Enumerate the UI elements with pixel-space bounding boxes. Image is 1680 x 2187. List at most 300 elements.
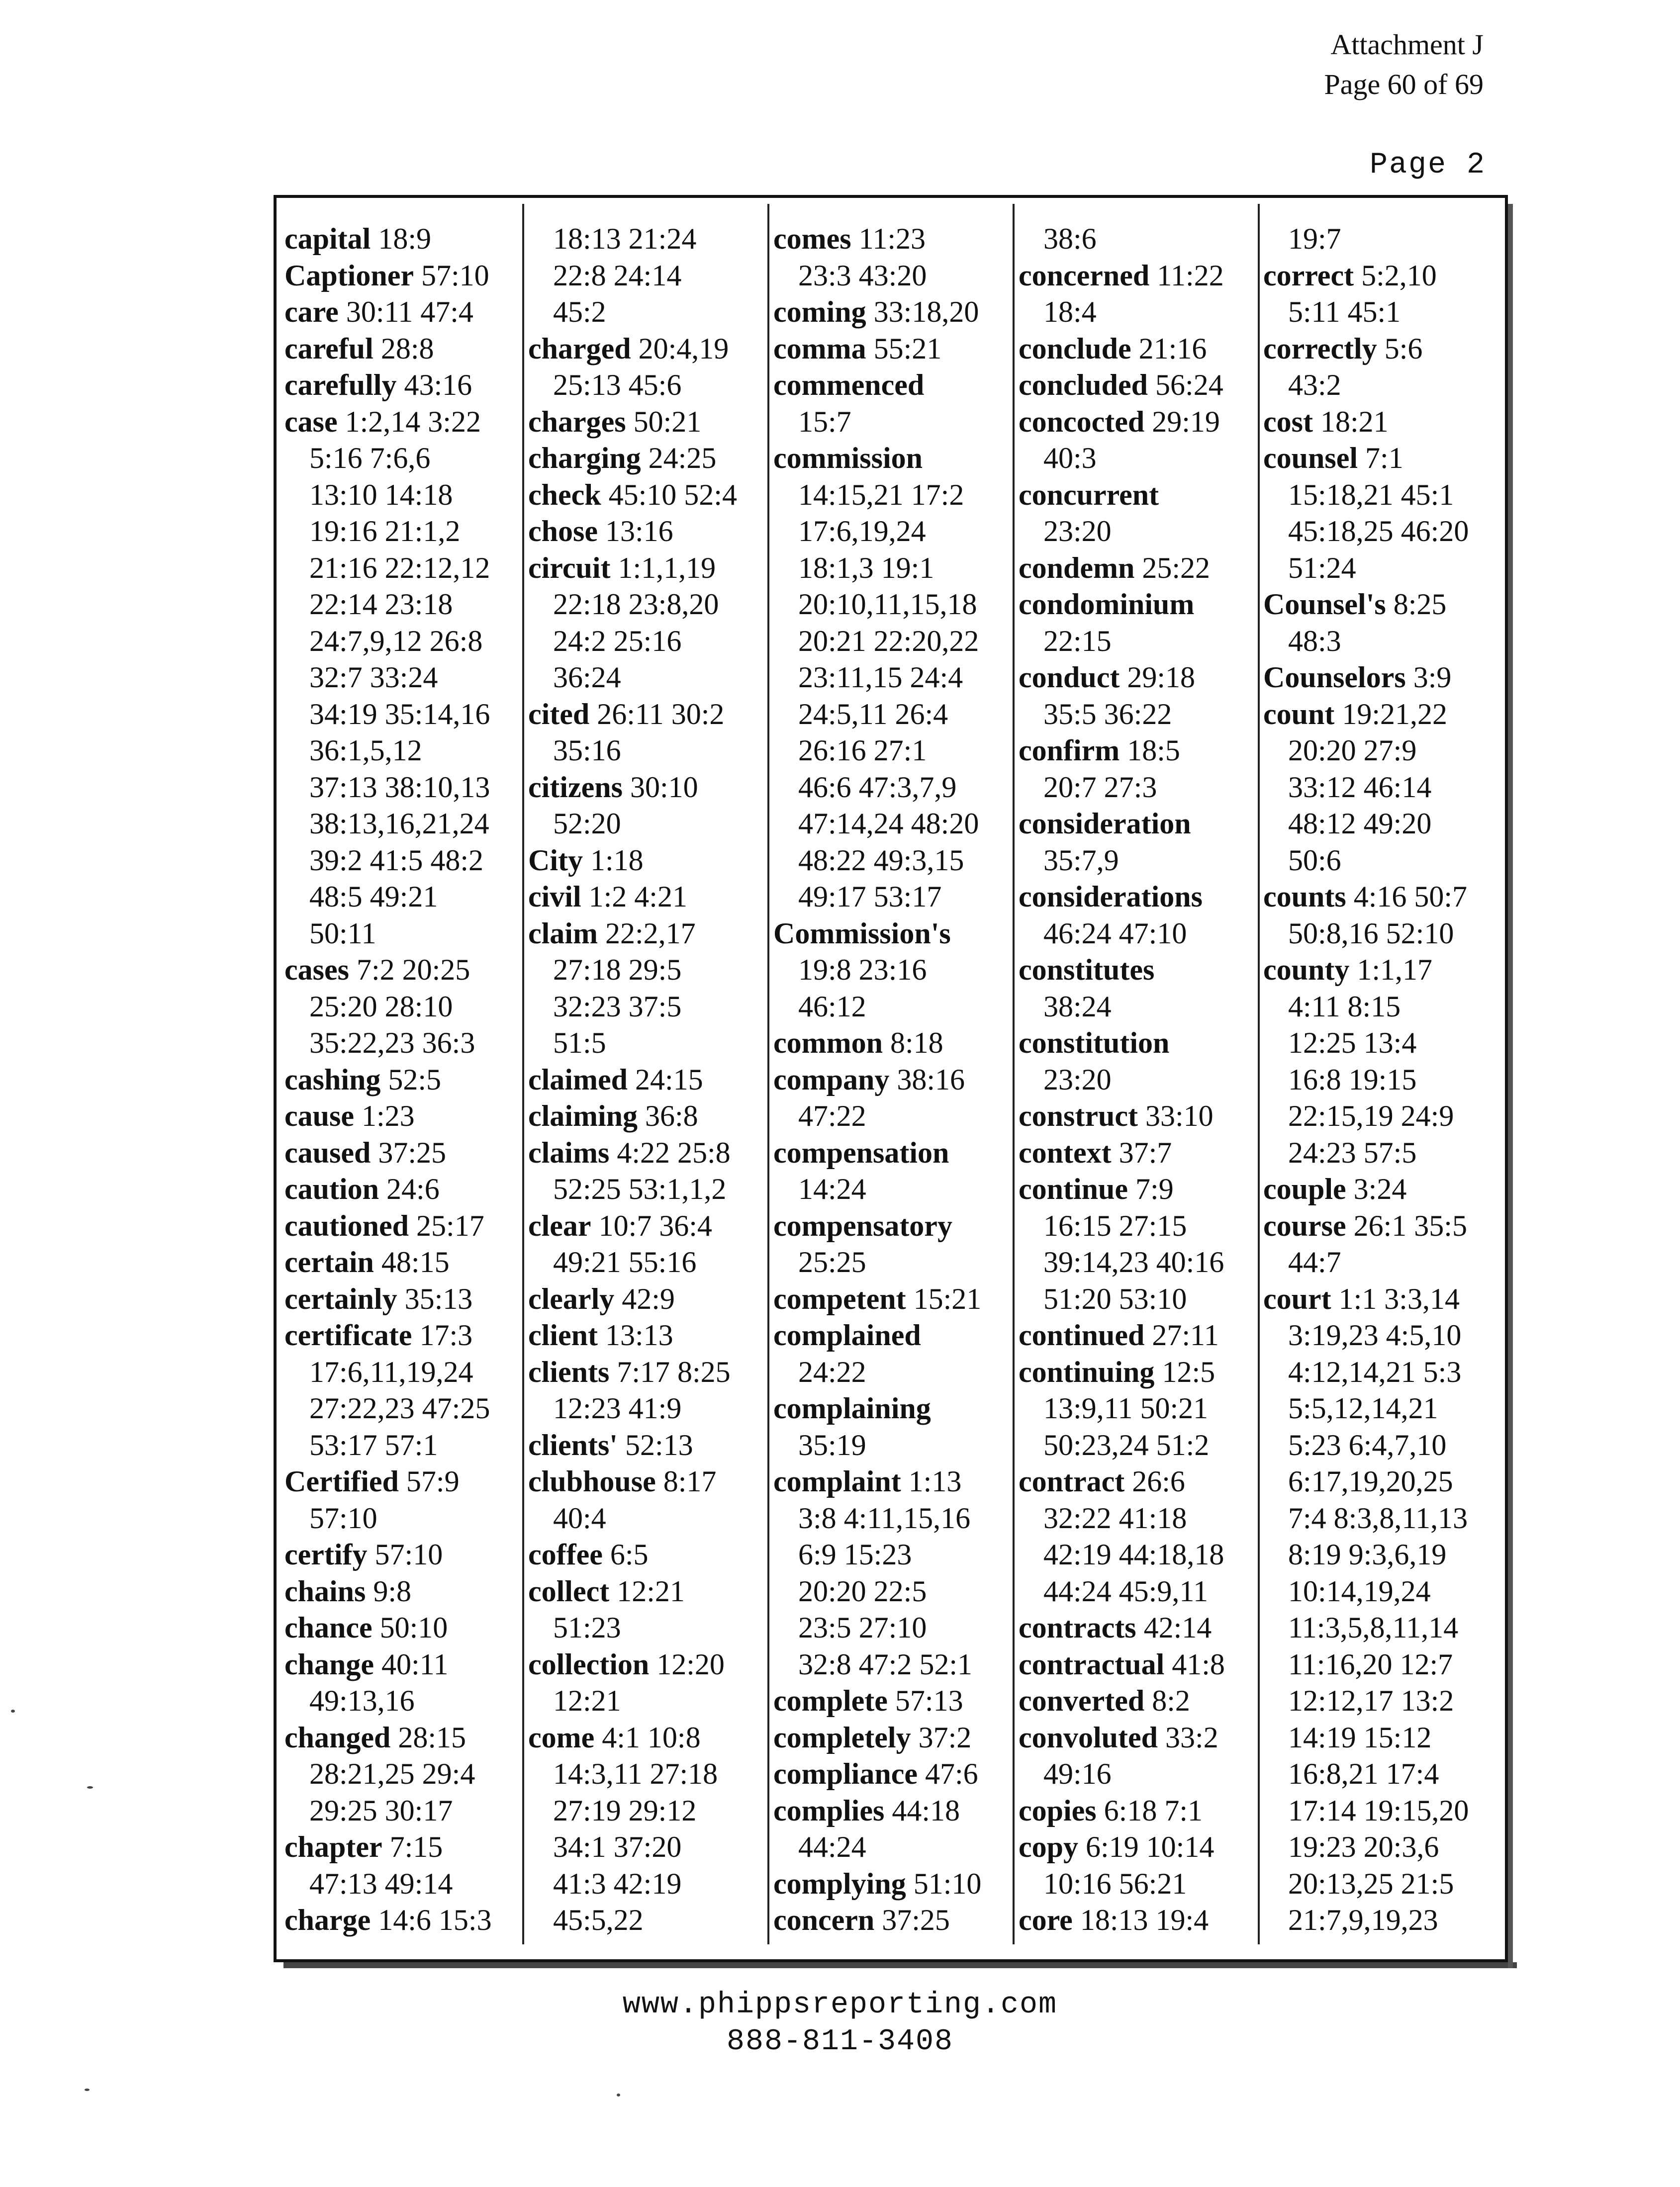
index-entry xyxy=(1263,879,1506,952)
index-entry-line xyxy=(284,586,527,623)
index-entry xyxy=(1263,258,1506,331)
index-term: change xyxy=(284,1647,374,1681)
index-entry-line xyxy=(1019,1171,1261,1208)
index-page-refs: 17:14 19:15,20 xyxy=(1288,1794,1469,1827)
index-entry xyxy=(1019,879,1261,952)
footer-phone: 888-811-3408 xyxy=(726,2025,954,2059)
index-term: confirm xyxy=(1019,734,1120,767)
index-entry-line xyxy=(1019,440,1261,477)
index-entry-line xyxy=(528,1062,771,1098)
index-entry-line xyxy=(528,1171,771,1208)
index-term: concerned xyxy=(1019,259,1150,292)
index-page-refs: 40:4 xyxy=(553,1501,606,1535)
index-entry-line xyxy=(1019,367,1261,404)
index-entry-line xyxy=(1263,1573,1506,1610)
index-term: contract xyxy=(1019,1465,1125,1498)
index-entry xyxy=(1263,1208,1506,1281)
index-page-refs: 33:18,20 xyxy=(873,295,979,328)
index-entry-line xyxy=(773,1025,1016,1062)
index-entry-line xyxy=(1019,623,1261,660)
index-entry-line xyxy=(528,258,771,294)
index-term: capital xyxy=(284,222,371,255)
index-entry-line xyxy=(528,550,771,587)
index-entry xyxy=(1019,1354,1261,1464)
index-page-refs: 45:10 52:4 xyxy=(608,478,737,511)
index-entry-line xyxy=(1263,1866,1506,1903)
index-term: care xyxy=(284,295,339,328)
index-page-refs: 15:18,21 45:1 xyxy=(1288,478,1454,511)
index-entry xyxy=(284,1062,527,1098)
index-page-refs: 8:25 xyxy=(1393,588,1447,621)
index-page-refs: 41:8 xyxy=(1172,1647,1225,1681)
index-term: condemn xyxy=(1019,551,1135,584)
index-entry-line xyxy=(528,331,771,367)
index-page-refs: 25:22 xyxy=(1142,551,1211,584)
index-page-refs: 24:2 25:16 xyxy=(553,624,682,657)
index-page-refs: 21:7,9,19,23 xyxy=(1288,1904,1438,1936)
index-entry xyxy=(284,1317,527,1463)
index-entry xyxy=(1019,659,1261,732)
index-entry-line xyxy=(528,1354,771,1391)
index-entry xyxy=(528,1720,771,1939)
index-entry-line xyxy=(284,550,527,587)
index-entry-line xyxy=(773,623,1016,660)
index-page-refs: 35:19 xyxy=(798,1428,866,1461)
scan-speck xyxy=(11,1710,15,1713)
index-entry xyxy=(1019,1171,1261,1317)
index-entry-line xyxy=(528,842,771,879)
index-page-refs: 51:20 53:10 xyxy=(1043,1282,1187,1315)
index-entry-line xyxy=(773,1610,1016,1646)
index-entry-line xyxy=(284,1573,527,1610)
index-entry-line xyxy=(773,586,1016,623)
index-page-refs: 43:2 xyxy=(1288,368,1341,401)
index-entry-line xyxy=(1263,1317,1506,1354)
index-entry-line xyxy=(528,221,771,258)
index-entry-line xyxy=(528,1317,771,1354)
index-entry xyxy=(1019,952,1261,1025)
index-term: charges xyxy=(528,405,626,438)
index-page-refs: 30:10 xyxy=(630,770,698,804)
index-term: certain xyxy=(284,1246,374,1278)
index-page-refs: 36:1,5,12 xyxy=(309,734,422,767)
index-entry xyxy=(773,1135,1016,1208)
index-page-refs: 24:22 xyxy=(798,1355,866,1388)
index-entry-line xyxy=(1019,331,1261,367)
index-page-refs: 27:19 29:12 xyxy=(553,1794,697,1827)
index-page-refs: 23:11,15 24:4 xyxy=(798,661,963,694)
index-entry-line xyxy=(528,1025,771,1062)
index-page-refs: 36:24 xyxy=(553,661,621,694)
index-page-refs: 14:15,21 17:2 xyxy=(798,478,964,511)
index-entry-line xyxy=(773,879,1016,915)
index-page-refs: 9:8 xyxy=(373,1574,412,1608)
index-page-refs: 52:5 xyxy=(388,1063,442,1096)
index-entry xyxy=(284,404,527,952)
index-entry-line xyxy=(1263,1829,1506,1866)
index-entry-line xyxy=(1019,952,1261,989)
index-page-refs: 5:11 45:1 xyxy=(1288,295,1401,328)
index-entry-line xyxy=(773,550,1016,587)
index-term: constitutes xyxy=(1019,953,1155,986)
index-term: claiming xyxy=(528,1099,638,1132)
index-entry xyxy=(773,1683,1016,1720)
index-term: claimed xyxy=(528,1063,628,1096)
index-page-refs: 8:19 9:3,6,19 xyxy=(1288,1538,1447,1571)
index-entry xyxy=(528,440,771,477)
index-page-refs: 20:20 27:9 xyxy=(1288,734,1417,767)
index-page-refs: 1:13 xyxy=(908,1465,962,1498)
index-term: careful xyxy=(284,332,373,365)
index-page-refs: 10:7 36:4 xyxy=(598,1209,712,1242)
index-entry xyxy=(1263,586,1506,659)
index-page-refs: 24:15 xyxy=(635,1063,703,1096)
index-entry-line xyxy=(1263,550,1506,587)
index-page-refs: 17:3 xyxy=(419,1319,473,1352)
index-entry xyxy=(1019,1829,1261,1902)
index-page-refs: 22:15 xyxy=(1043,624,1112,657)
index-entry xyxy=(528,696,771,769)
index-entry xyxy=(1019,1135,1261,1172)
index-entry-line xyxy=(284,769,527,806)
index-entry xyxy=(773,331,1016,367)
index-page-refs: 47:14,24 48:20 xyxy=(798,807,979,840)
index-entry xyxy=(773,1720,1016,1756)
index-page-refs: 22:18 23:8,20 xyxy=(553,588,719,621)
scan-speck xyxy=(87,1786,93,1789)
index-entry-line xyxy=(528,696,771,733)
index-entry-line xyxy=(284,367,527,404)
index-term: cause xyxy=(284,1099,354,1132)
index-entry-line xyxy=(284,1281,527,1318)
index-page-refs: 57:9 xyxy=(406,1465,460,1498)
index-term: cases xyxy=(284,953,349,986)
index-entry xyxy=(1019,550,1261,587)
index-term: commission xyxy=(773,442,923,474)
index-page-refs: 25:17 xyxy=(416,1209,484,1242)
index-term: caused xyxy=(284,1136,371,1169)
index-entry xyxy=(1019,1610,1261,1646)
index-term: certainly xyxy=(284,1282,397,1315)
index-term: concern xyxy=(773,1904,875,1936)
index-term: collect xyxy=(528,1574,610,1608)
index-entry-line xyxy=(1263,1537,1506,1573)
index-term: competent xyxy=(773,1282,906,1315)
index-entry xyxy=(284,1135,527,1172)
index-entry-line xyxy=(1019,1537,1261,1573)
index-page-refs: 20:13,25 21:5 xyxy=(1288,1867,1454,1900)
index-entry xyxy=(1263,1281,1506,1939)
index-entry-line xyxy=(1263,952,1506,989)
index-term: clear xyxy=(528,1209,591,1242)
index-entry-line xyxy=(1019,1062,1261,1098)
index-entry-line xyxy=(528,769,771,806)
index-entry-line xyxy=(528,1427,771,1464)
index-entry-line xyxy=(1019,1793,1261,1829)
index-page-refs: 5:5,12,14,21 xyxy=(1288,1392,1438,1425)
index-page-refs: 5:23 6:4,7,10 xyxy=(1288,1428,1447,1461)
index-term: Counselors xyxy=(1263,661,1406,694)
index-term: course xyxy=(1263,1209,1346,1242)
index-entry-line xyxy=(1019,513,1261,550)
index-page-refs: 46:12 xyxy=(798,990,866,1023)
index-term: come xyxy=(528,1721,595,1754)
index-entry-line xyxy=(528,1208,771,1245)
index-entry xyxy=(284,1463,527,1537)
index-entry-line xyxy=(284,1135,527,1172)
index-page-refs: 19:8 23:16 xyxy=(798,953,927,986)
index-entry-line xyxy=(1263,1171,1506,1208)
index-entry-line xyxy=(1019,879,1261,915)
index-entry-line xyxy=(773,696,1016,733)
index-page-refs: 13:13 xyxy=(605,1319,673,1352)
index-page-refs: 20:20 22:5 xyxy=(798,1574,927,1608)
index-term: core xyxy=(1019,1904,1073,1936)
index-entry xyxy=(528,1354,771,1427)
index-entry-line xyxy=(1263,1756,1506,1793)
index-page-refs: 44:18 xyxy=(892,1794,960,1827)
index-page-refs: 37:25 xyxy=(882,1904,950,1936)
index-entry xyxy=(773,1317,1016,1390)
index-entry-line xyxy=(1019,989,1261,1025)
index-entry xyxy=(1019,1683,1261,1720)
index-entry xyxy=(528,842,771,879)
index-page-refs: 57:10 xyxy=(421,259,489,292)
index-entry-line xyxy=(528,1390,771,1427)
index-entry xyxy=(1019,1317,1261,1354)
index-term: constitution xyxy=(1019,1026,1170,1059)
index-page-refs: 15:21 xyxy=(913,1282,982,1315)
index-page-refs: 25:25 xyxy=(798,1246,866,1278)
index-term: Captioner xyxy=(284,259,414,292)
index-entry xyxy=(1019,367,1261,404)
index-page-refs: 45:18,25 46:20 xyxy=(1288,515,1469,547)
index-page-refs: 18:5 xyxy=(1127,734,1180,767)
index-term: claims xyxy=(528,1136,610,1169)
index-entry-line xyxy=(1263,696,1506,733)
index-page-refs: 18:9 xyxy=(378,222,431,255)
index-term: check xyxy=(528,478,601,511)
index-entry-line xyxy=(528,404,771,441)
index-page-refs: 51:10 xyxy=(913,1867,982,1900)
index-term: client xyxy=(528,1319,598,1352)
index-entry-line xyxy=(1263,1902,1506,1939)
index-page-refs: 51:5 xyxy=(553,1026,606,1059)
index-page-refs: 3:24 xyxy=(1353,1173,1407,1205)
index-page-refs: 1:1,17 xyxy=(1357,953,1433,986)
index-entry-line xyxy=(284,952,527,989)
index-page-refs: 5:2,10 xyxy=(1361,259,1437,292)
index-entry-line xyxy=(773,440,1016,477)
index-page-refs: 1:23 xyxy=(361,1099,415,1132)
index-page-refs: 12:5 xyxy=(1162,1355,1215,1388)
index-entry-line xyxy=(528,1281,771,1318)
index-entry-line xyxy=(528,367,771,404)
index-entry-line xyxy=(773,1537,1016,1573)
index-entry-line xyxy=(528,1463,771,1500)
index-page-refs: 37:2 xyxy=(918,1721,972,1754)
index-page-refs: 16:8,21 17:4 xyxy=(1288,1757,1439,1790)
index-entry-line xyxy=(284,879,527,915)
index-page-refs: 27:11 xyxy=(1152,1319,1219,1352)
index-term: cited xyxy=(528,697,590,730)
index-term: comma xyxy=(773,332,866,365)
index-entry-line xyxy=(1263,331,1506,367)
index-page-refs: 37:25 xyxy=(378,1136,447,1169)
transcript-page-label: Page 2 xyxy=(1369,148,1486,182)
index-column-5 xyxy=(1263,221,1506,1939)
index-entry-line xyxy=(528,732,771,769)
index-entry-line xyxy=(284,440,527,477)
index-page-refs: 52:13 xyxy=(625,1428,693,1461)
index-page-refs: 1:1 3:3,14 xyxy=(1338,1282,1460,1315)
index-entry xyxy=(1019,404,1261,477)
index-entry xyxy=(528,1317,771,1354)
index-entry xyxy=(284,952,527,1062)
index-entry xyxy=(528,1098,771,1135)
index-page-refs: 12:23 41:9 xyxy=(553,1392,682,1425)
index-entry-line xyxy=(773,1902,1016,1939)
index-entry-line xyxy=(773,1720,1016,1756)
index-entry-line xyxy=(773,1098,1016,1135)
index-page-refs: 51:23 xyxy=(553,1611,621,1644)
index-page-refs: 23:5 27:10 xyxy=(798,1611,927,1644)
index-page-refs: 35:16 xyxy=(553,734,621,767)
index-entry-line xyxy=(1263,1098,1506,1135)
index-term: clubhouse xyxy=(528,1465,656,1498)
index-term: contracts xyxy=(1019,1611,1136,1644)
index-page-refs: 22:2,17 xyxy=(605,916,696,950)
index-page-refs: 12:20 xyxy=(656,1647,725,1681)
index-entry-line xyxy=(284,1793,527,1829)
index-page-refs: 5:6 xyxy=(1384,332,1423,365)
index-entry-line xyxy=(773,1463,1016,1500)
index-page-refs: 57:10 xyxy=(309,1501,377,1535)
index-term: complies xyxy=(773,1794,885,1827)
index-entry xyxy=(1019,1646,1261,1683)
index-page-refs: 38:24 xyxy=(1043,990,1112,1023)
index-page-refs: 57:13 xyxy=(895,1684,963,1717)
index-entry-line xyxy=(528,477,771,514)
index-page-refs: 33:2 xyxy=(1165,1721,1218,1754)
index-page-refs: 57:10 xyxy=(374,1538,443,1571)
index-page-refs: 4:11 8:15 xyxy=(1288,990,1401,1023)
index-term: cost xyxy=(1263,405,1313,438)
index-term: charge xyxy=(284,1904,371,1936)
index-column-2 xyxy=(528,221,771,1939)
index-entry-line xyxy=(1019,1683,1261,1720)
index-entry-line xyxy=(528,1244,771,1281)
index-entry xyxy=(1019,732,1261,806)
index-term: count xyxy=(1263,697,1335,730)
index-page-refs: 23:3 43:20 xyxy=(798,259,927,292)
index-page-refs: 11:22 xyxy=(1157,259,1224,292)
index-entry-line xyxy=(284,1756,527,1793)
index-entry-line xyxy=(284,1354,527,1391)
index-entry-line xyxy=(773,732,1016,769)
index-entry-line xyxy=(1263,1244,1506,1281)
index-entry-line xyxy=(1019,1281,1261,1318)
index-page-refs: 42:19 44:18,18 xyxy=(1043,1538,1224,1571)
index-entry-line xyxy=(1019,294,1261,331)
index-entry xyxy=(528,1281,771,1318)
index-page-refs: 13:9,11 50:21 xyxy=(1043,1392,1209,1425)
index-entry-line xyxy=(773,1756,1016,1793)
index-entry-line xyxy=(1263,1793,1506,1829)
index-entry-line xyxy=(773,404,1016,441)
index-entry-line xyxy=(284,258,527,294)
index-page-refs: 52:25 53:1,1,2 xyxy=(553,1173,727,1205)
index-entry-line xyxy=(1263,842,1506,879)
index-entry xyxy=(528,404,771,441)
index-page-refs: 51:24 xyxy=(1288,551,1356,584)
index-page-refs: 39:2 41:5 48:2 xyxy=(309,843,484,877)
index-term: citizens xyxy=(528,770,623,804)
index-entry-line xyxy=(773,1500,1016,1537)
index-page-refs: 14:3,11 27:18 xyxy=(553,1757,718,1790)
index-entry-line xyxy=(284,623,527,660)
index-term: complaining xyxy=(773,1392,931,1425)
index-page-refs: 35:5 36:22 xyxy=(1043,697,1172,730)
index-entry-line xyxy=(284,221,527,258)
index-entry-line xyxy=(773,1354,1016,1391)
index-entry xyxy=(528,1062,771,1098)
index-entry-line xyxy=(1263,1427,1506,1464)
index-entry-line xyxy=(1263,440,1506,477)
index-page-refs: 30:11 47:4 xyxy=(346,295,473,328)
index-page-refs: 34:1 37:20 xyxy=(553,1830,682,1863)
index-entry-line xyxy=(773,1427,1016,1464)
index-term: counsel xyxy=(1263,442,1358,474)
index-term: changed xyxy=(284,1721,391,1754)
index-page-refs: 11:16,20 12:7 xyxy=(1288,1647,1453,1681)
index-entry-line xyxy=(1263,623,1506,660)
index-entry-line xyxy=(1263,879,1506,915)
index-term: caution xyxy=(284,1173,379,1205)
index-entry-line xyxy=(1019,1390,1261,1427)
index-entry-line xyxy=(1263,1354,1506,1391)
index-entry xyxy=(1019,221,1261,258)
index-entry-line xyxy=(773,1683,1016,1720)
index-entry-line xyxy=(1263,1646,1506,1683)
index-entry xyxy=(284,221,527,258)
index-entry-line xyxy=(284,513,527,550)
index-page-refs: 12:21 xyxy=(617,1574,685,1608)
index-page-refs: 17:6,19,24 xyxy=(798,515,926,547)
index-page-refs: 43:16 xyxy=(404,368,472,401)
index-entry-line xyxy=(1019,842,1261,879)
index-entry-line xyxy=(773,1062,1016,1098)
index-entry-line xyxy=(1019,1208,1261,1245)
index-entry-line xyxy=(773,1135,1016,1172)
index-term: concurrent xyxy=(1019,478,1159,511)
index-entry-line xyxy=(1263,221,1506,258)
index-page-refs: 52:20 xyxy=(553,807,621,840)
index-entry-line xyxy=(528,586,771,623)
index-term: context xyxy=(1019,1136,1112,1169)
index-entry-line xyxy=(528,1683,771,1720)
index-entry-line xyxy=(1263,1683,1506,1720)
index-term: copies xyxy=(1019,1794,1097,1827)
index-entry-line xyxy=(1019,586,1261,623)
index-entry xyxy=(773,915,1016,1025)
index-entry xyxy=(1019,1025,1261,1098)
index-term: charging xyxy=(528,442,641,474)
index-page-refs: 33:12 46:14 xyxy=(1288,770,1432,804)
index-page-refs: 1:2 4:21 xyxy=(588,880,687,913)
index-entry xyxy=(1263,404,1506,441)
index-column-1 xyxy=(284,221,527,1939)
